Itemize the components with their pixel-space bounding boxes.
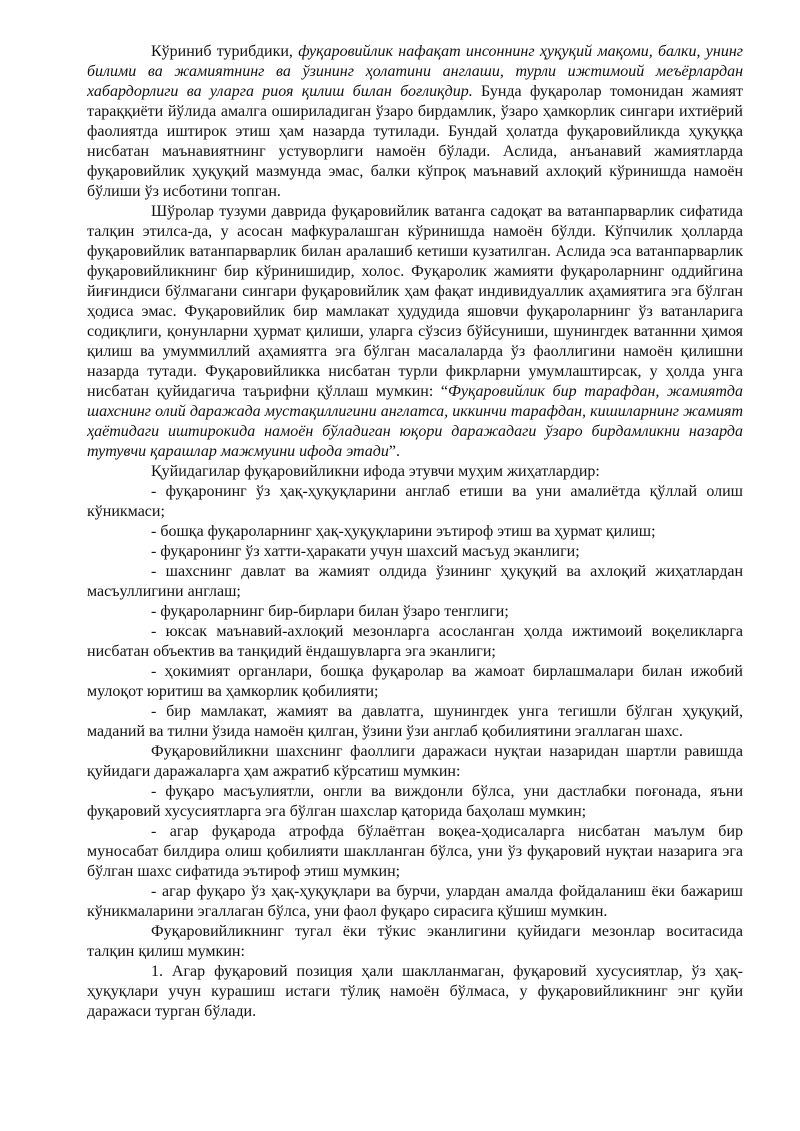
- list-item-8: - бир мамлакат, жамият ва давлатга, шунингдек унга тегишли бўлган ҳуқуқий, маданий ва тилни ўзида намоён қилган, ўзини ўзи англаб қобилиятини эгаллаган шахс.: [87, 703, 743, 740]
- paragraph-2: [87, 202, 743, 462]
- level-item-2: - агар фуқарода атрофда бўлаётган воқеа-ҳодисаларга нисбатан маълум бир муносабат билдира олиш қобилияти шаклланган бўлса, уни ўз фуқаровий нуқтаи назарига эга бўлган шахс сифатида эътироф этиш мумкин;: [87, 823, 743, 880]
- list-item-3: - фуқаронинг ўз хатти-ҳаракати учун шахсий масъуд эканлиги;: [151, 543, 580, 560]
- list-item-7: - ҳокимият органлари, бошқа фуқаролар ва жамоат бирлашмалари билан ижобий мулоқот юритиш ва ҳамкорлик қобилияти;: [87, 663, 743, 700]
- paragraph-1: [87, 42, 743, 202]
- paragraph-2-tail: ”.: [388, 443, 400, 460]
- list-item-4: - шахснинг давлат ва жамият олдида ўзининг ҳуқуқий ва ахлоқий жиҳатлардан масъуллигини англаш;: [87, 563, 743, 600]
- paragraph-3: Қуйидагилар фуқаровийликни ифода этувчи муҳим жиҳатлардир:: [151, 463, 600, 480]
- paragraph-levels-intro: Фуқаровийликни шахснинг фаоллиги даражаси нуқтаи назаридан шартли равишда қуйидаги даражаларга ҳам ажратиб кўрсатиш мумкин:: [87, 743, 743, 780]
- list-item-6: - юксак маънавий-ахлоқий мезонларга асосланган ҳолда ижтимоий воқеликларга нисбатан объектив ва танқидий ёндашувларга эга эканлиги;: [87, 623, 743, 660]
- level-item-1: - фуқаро масъулиятли, онгли ва виждонли бўлса, уни дастлабки поғонада, яъни фуқаровий хусусиятларга эга бўлган шахслар қаторида баҳолаш мумкин;: [87, 783, 743, 820]
- paragraph-1-lead: Кўриниб турибдики,: [151, 43, 299, 60]
- paragraph-criteria-intro: Фуқаровийликнинг тугал ёки тўкис эканлигини қуйидаги мезонлар воситасида талқин қилиш мумкин:: [87, 923, 743, 960]
- criteria-item-1: 1. Агар фуқаровий позиция ҳали шаклланмаган, фуқаровий хусусиятлар, ўз ҳақ-ҳуқуқлари учун курашиш истаги тўлиқ намоён бўлмаса, у фуқаровийликнинг энг қуйи даражаси турган бўлади.: [87, 963, 743, 1020]
- list-item-1: - фуқаронинг ўз ҳақ-ҳуқуқларини англаб етиши ва уни амалиётда қўллай олиш кўникмаси;: [87, 483, 743, 520]
- paragraph-1-tail: Бунда фуқаролар томонидан жамият тараққиёти йўлида амалга ошириладиган ўзаро бирдамлик, ўзаро ҳамкорлик сингари ихтиёрий фаолиятда иштирок этиш ҳам назарда тутилади. Бундай ҳолатда фуқаровийликда ҳуқуққа нисбатан маънавиятнинг устуворлиги намоён бўлади. Аслида, анъанавий жамиятларда фуқаровийлик ҳуқуқий мазмунда эмас, балки кўпроқ маънавий ахлоқий кўринишда намоён бўлиши ўз исботини топган.: [87, 83, 743, 200]
- paragraph-1-italic: фуқаровийлик нафақат инсоннинг ҳуқуқий мақоми, балки, унинг билими ва жамиятнинг ва ўзининг ҳолатини англаши, турли ижтимоий меъёрлардан хабардорлиги ва уларга риоя қилиш билан боғлиқдир.: [87, 43, 743, 100]
- level-item-3: - агар фуқаро ўз ҳақ-ҳуқуқлари ва бурчи, улардан амалда фойдаланиш ёки бажариш кўникмаларини эгаллаган бўлса, уни фаол фуқаро сирасига қўшиш мумкин.: [87, 883, 743, 920]
- list-item-5: - фуқароларнинг бир-бирлари билан ўзаро тенглиги;: [151, 603, 509, 620]
- paragraph-2-italic: Фуқаровийлик бир тарафдан, жамиятда шахснинг олий даражада мустақиллигини англатса, иккинчи тарафдан, кишиларнинг жамият ҳаётидаги иштирокида намоён бўладиган юқори даражадаги ўзаро бирдамликни назарда тутувчи қарашлар мажмуини ифода этади: [87, 383, 744, 460]
- paragraph-2-lead: Шўролар тузуми даврида фуқаровийлик ватанга садоқат ва ватанпарварлик сифатида талқин этилса-да, у асосан мафкуралашган кўринишда намоён бўлди. Кўпчилик ҳолларда фуқаровийлик ватанпарварлик билан аралашиб кетиши кузатилган. Аслида эса ватанпарварлик фуқаровийликнинг бир кўринишидир, холос. Фуқаролик жамияти фуқароларнинг оддийгина йиғиндиси бўлмагани сингари фуқаровийлик ҳам фақат индивидуаллик аҳамиятига эга бўлган ҳодиса эмас. Фуқаровийлик бир мамлакат ҳудудида яшовчи фуқароларнинг ўз ватанларига содиқлиги, қонунларни ҳурмат қилиши, уларга сўзсиз бўйсуниши, шунингдек ватаннни ҳимоя қилиш ва умуммиллий аҳамиятга эга бўлган масалаларда ўз фаоллигини намоён қилишни назарда тутади. Фуқаровийликка нисбатан турли фикрларни умумлаштирсак, у ҳолда унга нисбатан қуйидагича таърифни қўллаш мумкин: “: [87, 203, 743, 400]
- list-item-2: - бошқа фуқароларнинг ҳақ-ҳуқуқларини эътироф этиш ва ҳурмат қилиш;: [151, 523, 656, 540]
